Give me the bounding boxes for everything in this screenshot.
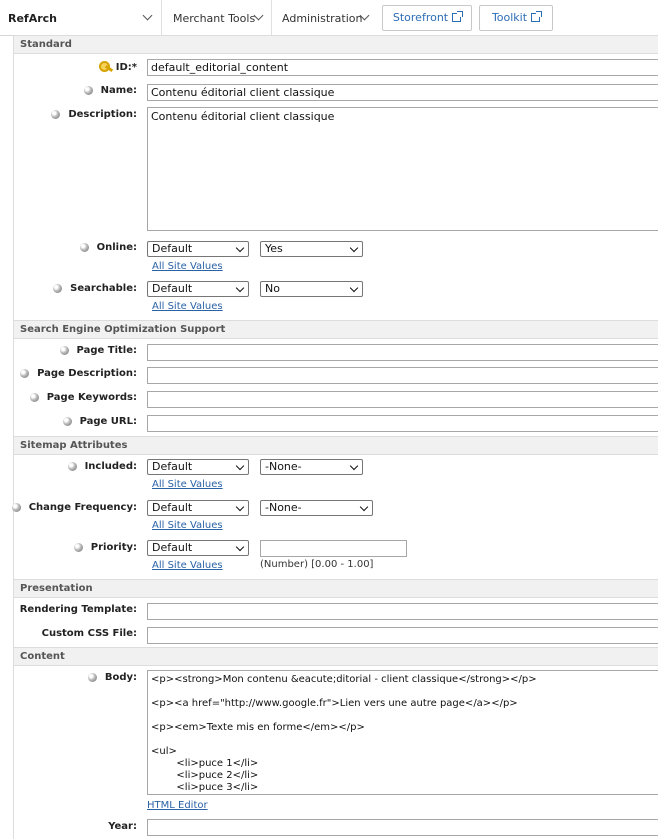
- body-label: Body:: [88, 672, 137, 683]
- included-value-select[interactable]: -None-: [260, 459, 363, 475]
- merchant-tools-label: Merchant Tools: [173, 12, 256, 25]
- localized-attribute-icon: [88, 673, 97, 682]
- online-all-site-values-link[interactable]: All Site Values: [152, 261, 223, 272]
- page-title-field[interactable]: [147, 344, 658, 361]
- required-marker: *: [131, 61, 137, 73]
- body-line: [151, 734, 658, 746]
- body-line: <p><em>Texte mis en forme</em></p>: [151, 722, 365, 733]
- page-description-field[interactable]: [147, 367, 658, 384]
- site-selector[interactable]: [0, 0, 162, 36]
- top-navigation-bar: [0, 0, 658, 36]
- page-url-field[interactable]: [147, 415, 658, 432]
- dropdown-arrow-icon: [350, 284, 358, 292]
- localized-attribute-icon: [80, 243, 89, 252]
- dropdown-arrow-icon: [236, 462, 244, 470]
- priority-label: Priority:: [74, 542, 137, 553]
- custom-css-field[interactable]: [147, 627, 658, 644]
- body-line: <li>puce 1</li>: [151, 758, 259, 769]
- administration-label: Administration: [282, 12, 363, 25]
- body-line: <p><a href="http://www.google.fr">Lien vers une autre page</a></p>: [151, 698, 518, 709]
- page-title-label: Page Title:: [60, 345, 137, 356]
- storefront-label: Storefront: [392, 11, 449, 24]
- dropdown-arrow-icon: [236, 244, 244, 252]
- id-label: ID: *: [99, 61, 137, 73]
- body-line: <ul>: [151, 746, 177, 757]
- page-keywords-field[interactable]: [147, 391, 658, 408]
- merchant-tools-menu[interactable]: [162, 0, 272, 36]
- chevron-down-icon: [143, 11, 153, 21]
- body-line: <li>puce 3</li>: [151, 782, 259, 793]
- priority-field[interactable]: [260, 540, 407, 557]
- section-presentation-header: Presentation: [14, 579, 658, 598]
- change-frequency-label: Change Frequency:: [12, 502, 137, 513]
- included-label: Included:: [68, 461, 137, 472]
- dropdown-arrow-icon: [236, 284, 244, 292]
- administration-menu[interactable]: [272, 0, 377, 36]
- priority-scope-select[interactable]: Default: [147, 540, 249, 556]
- storefront-button[interactable]: [382, 5, 472, 31]
- toolkit-button[interactable]: [479, 5, 553, 31]
- searchable-scope-select[interactable]: Default: [147, 281, 249, 297]
- dropdown-arrow-icon: [236, 503, 244, 511]
- rendering-template-label: Rendering Template:: [19, 604, 137, 615]
- body-line: <p><strong>Mon contenu &eacute;ditorial - client classique</strong></p>: [151, 674, 537, 685]
- online-value-select[interactable]: Yes: [260, 241, 363, 257]
- section-seo-header: Search Engine Optimization Support: [14, 320, 658, 339]
- body-line: [151, 686, 658, 698]
- name-field[interactable]: Contenu éditorial client classique: [147, 84, 658, 101]
- included-all-site-values-link[interactable]: All Site Values: [152, 479, 223, 490]
- rendering-template-field[interactable]: [147, 603, 658, 620]
- custom-css-label: Custom CSS File:: [41, 628, 137, 639]
- toolkit-label: Toolkit: [491, 11, 528, 24]
- html-editor-link[interactable]: HTML Editor: [147, 800, 208, 811]
- site-name: RefArch: [8, 12, 58, 25]
- change-frequency-scope-select[interactable]: Default: [147, 500, 249, 516]
- localized-attribute-icon: [74, 543, 83, 552]
- localized-attribute-icon: [68, 462, 77, 471]
- dropdown-arrow-icon: [350, 244, 358, 252]
- dropdown-arrow-icon: [350, 462, 358, 470]
- dropdown-arrow-icon: [360, 503, 368, 511]
- localized-attribute-icon: [20, 369, 29, 378]
- name-label: Name:: [84, 85, 137, 96]
- page-description-label: Page Description:: [20, 368, 137, 379]
- included-scope-select[interactable]: Default: [147, 459, 249, 475]
- year-field[interactable]: [147, 819, 658, 836]
- localized-attribute-icon: [60, 346, 69, 355]
- localized-attribute-icon: [12, 503, 21, 512]
- online-scope-select[interactable]: Default: [147, 241, 249, 257]
- change-frequency-value-select[interactable]: -None-: [260, 500, 373, 516]
- online-label: Online:: [80, 242, 137, 253]
- external-link-icon: [531, 13, 540, 22]
- searchable-value-select[interactable]: No: [260, 281, 363, 297]
- description-label: Description:: [51, 109, 137, 120]
- searchable-label: Searchable:: [53, 283, 137, 294]
- external-link-icon: [452, 13, 461, 22]
- priority-all-site-values-link[interactable]: All Site Values: [152, 560, 223, 571]
- description-field[interactable]: Contenu éditorial client classique: [147, 107, 658, 231]
- year-label: Year:: [108, 821, 137, 832]
- body-line: <li>puce 2</li>: [151, 770, 259, 781]
- localized-attribute-icon: [51, 110, 60, 119]
- id-field[interactable]: default_editorial_content: [147, 59, 658, 76]
- priority-hint: (Number) [0.00 - 1.00]: [260, 559, 374, 570]
- change-frequency-all-site-values-link[interactable]: All Site Values: [152, 520, 223, 531]
- localized-attribute-icon: [30, 393, 39, 402]
- localized-attribute-icon: [53, 284, 62, 293]
- page-url-label: Page URL:: [63, 416, 137, 427]
- localized-attribute-icon: [84, 86, 93, 95]
- section-sitemap-header: Sitemap Attributes: [14, 436, 658, 455]
- localized-attribute-icon: [63, 417, 72, 426]
- key-icon: [99, 61, 113, 73]
- section-content-header: Content: [14, 647, 658, 666]
- page-keywords-label: Page Keywords:: [30, 392, 137, 403]
- section-standard-header: Standard: [14, 35, 658, 54]
- body-field[interactable]: [147, 670, 658, 795]
- searchable-all-site-values-link[interactable]: All Site Values: [152, 301, 223, 312]
- body-line: [151, 710, 658, 722]
- dropdown-arrow-icon: [236, 543, 244, 551]
